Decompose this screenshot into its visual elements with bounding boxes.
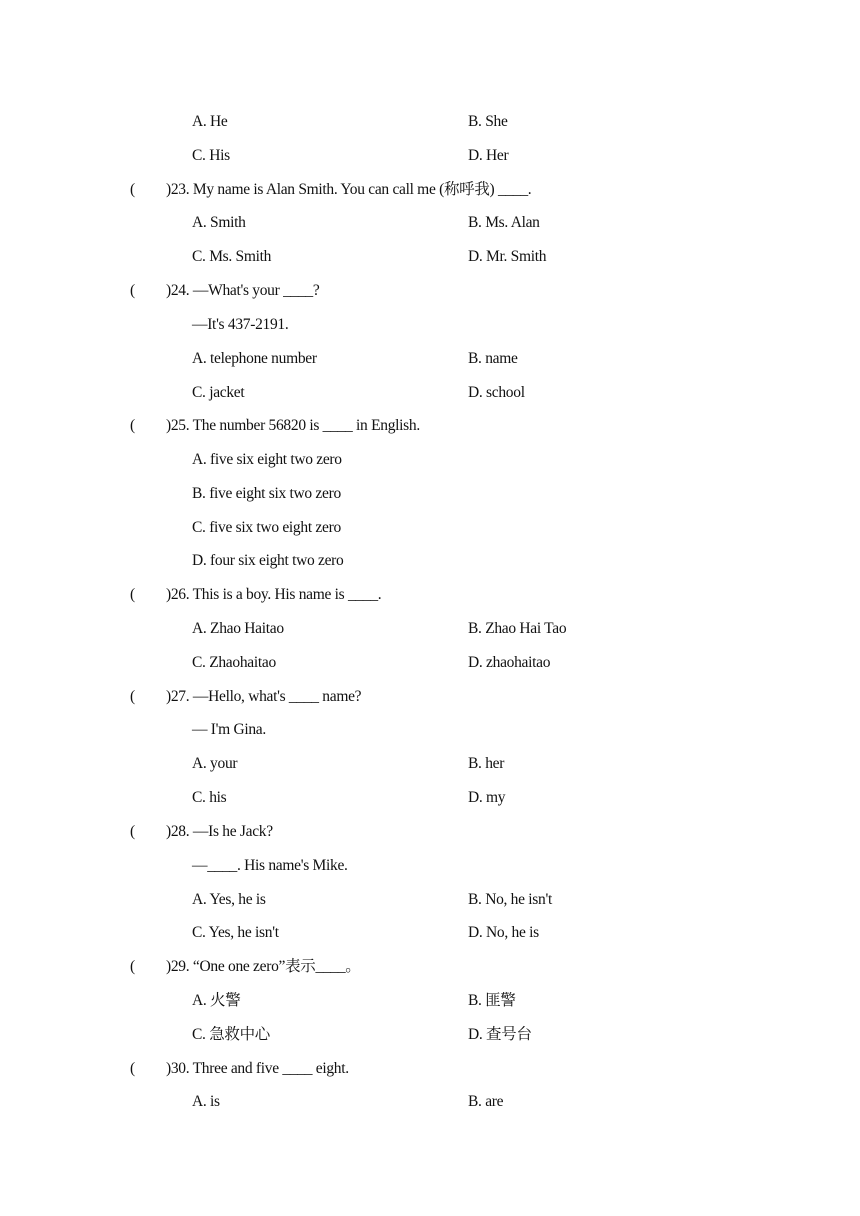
q26-option-a: A. Zhao Haitao — [192, 620, 284, 637]
q28-reply: —____. His name's Mike. — [192, 857, 348, 874]
q25-option-d: D. four six eight two zero — [192, 552, 344, 569]
q24-option-d: D. school — [468, 384, 525, 401]
q28-answer-paren: ( — [130, 823, 135, 840]
q30-answer-paren: ( — [130, 1060, 135, 1077]
q29-option-d: D. 查号台 — [468, 1026, 532, 1043]
q23-option-b: B. Ms. Alan — [468, 214, 540, 231]
q25-option-a: A. five six eight two zero — [192, 451, 342, 468]
q30-option-b: B. are — [468, 1093, 504, 1110]
q22-option-b: B. She — [468, 113, 508, 130]
q30-stem: )30. Three and five ____ eight. — [166, 1060, 349, 1077]
q24-option-b: B. name — [468, 350, 518, 367]
q29-option-a: A. 火警 — [192, 992, 241, 1009]
q26-option-b: B. Zhao Hai Tao — [468, 620, 567, 637]
q28-option-b: B. No, he isn't — [468, 891, 552, 908]
q29-option-b: B. 匪警 — [468, 992, 516, 1009]
q23-option-a: A. Smith — [192, 214, 246, 231]
q28-option-c: C. Yes, he isn't — [192, 924, 279, 941]
q29-answer-paren: ( — [130, 958, 135, 975]
q27-answer-paren: ( — [130, 688, 135, 705]
q25-stem: )25. The number 56820 is ____ in English. — [166, 417, 420, 434]
q27-option-a: A. your — [192, 755, 238, 772]
q28-stem: )28. —Is he Jack? — [166, 823, 273, 840]
q27-option-c: C. his — [192, 789, 227, 806]
q23-option-c: C. Ms. Smith — [192, 248, 272, 265]
q26-stem: )26. This is a boy. His name is ____. — [166, 586, 382, 603]
q23-stem: )23. My name is Alan Smith. You can call me (称呼我) ____. — [166, 181, 532, 198]
q23-answer-paren: ( — [130, 181, 135, 198]
q28-option-a: A. Yes, he is — [192, 891, 266, 908]
q28-option-d: D. No, he is — [468, 924, 539, 941]
q26-answer-paren: ( — [130, 586, 135, 603]
q25-answer-paren: ( — [130, 417, 135, 434]
q27-stem: )27. —Hello, what's ____ name? — [166, 688, 362, 705]
q27-reply: — I'm Gina. — [192, 721, 266, 738]
q22-option-c: C. His — [192, 147, 230, 164]
q22-option-d: D. Her — [468, 147, 509, 164]
q27-option-b: B. her — [468, 755, 505, 772]
q29-stem: )29. “One one zero”表示____。 — [166, 958, 361, 975]
q24-reply: —It's 437-2191. — [192, 316, 289, 333]
q29-option-c: C. 急救中心 — [192, 1026, 270, 1043]
q26-option-d: D. zhaohaitao — [468, 654, 551, 671]
q22-option-a: A. He — [192, 113, 228, 130]
q24-answer-paren: ( — [130, 282, 135, 299]
q25-option-c: C. five six two eight zero — [192, 519, 341, 536]
q25-option-b: B. five eight six two zero — [192, 485, 341, 502]
q26-option-c: C. Zhaohaitao — [192, 654, 276, 671]
q24-option-c: C. jacket — [192, 384, 245, 401]
q24-stem: )24. —What's your ____? — [166, 282, 320, 299]
q24-option-a: A. telephone number — [192, 350, 317, 367]
q27-option-d: D. my — [468, 789, 506, 806]
q23-option-d: D. Mr. Smith — [468, 248, 547, 265]
q30-option-a: A. is — [192, 1093, 220, 1110]
